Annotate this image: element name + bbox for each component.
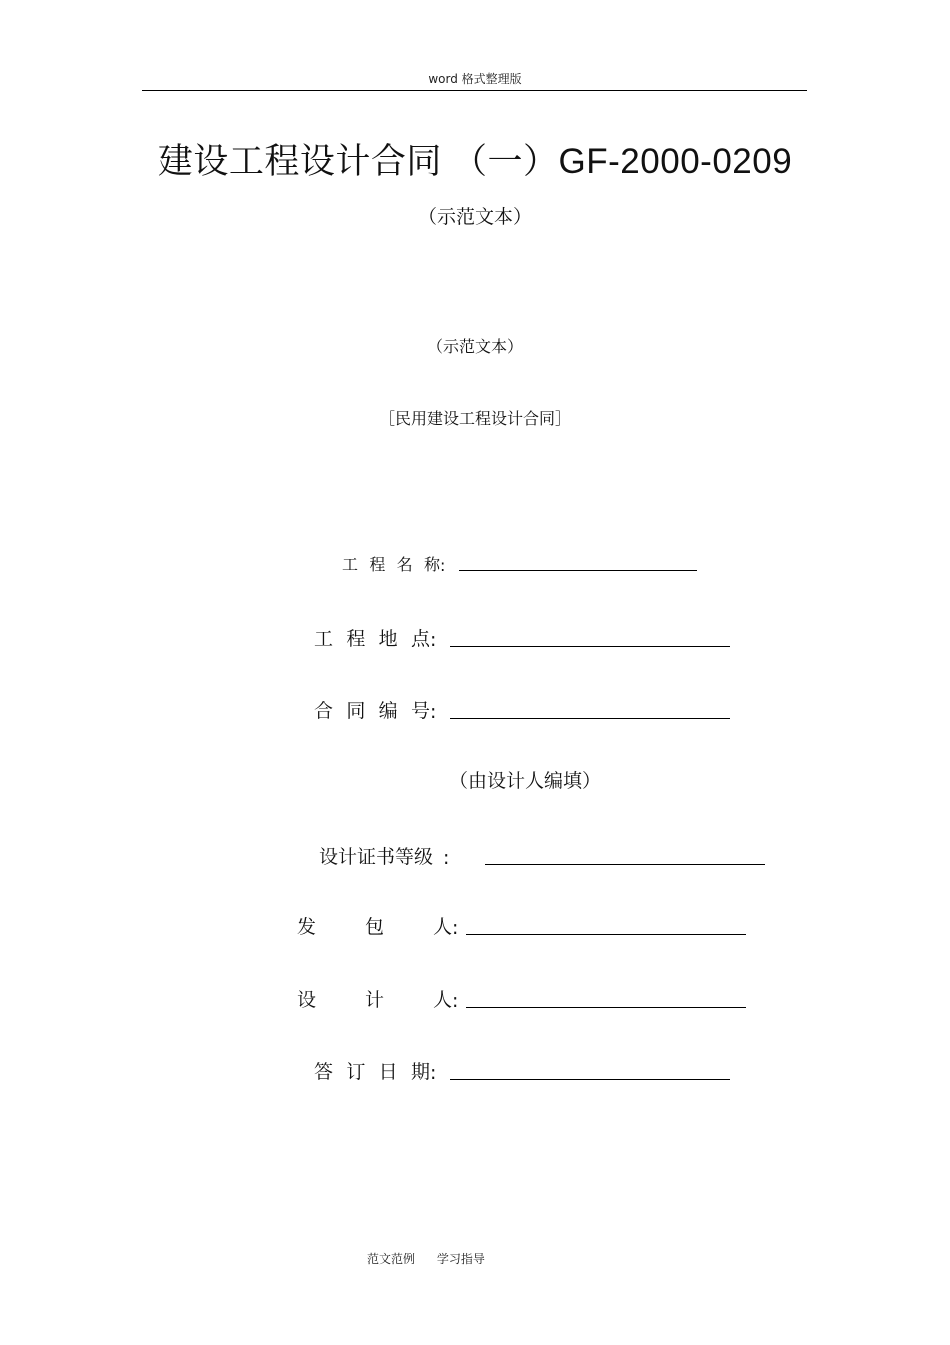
contract-number-colon: : xyxy=(430,701,437,723)
owner-colon: : xyxy=(452,917,459,939)
sign-date-field xyxy=(314,1057,730,1084)
header-divider xyxy=(142,90,807,91)
project-location-field xyxy=(314,624,730,651)
subtitle-sample-text-2: （示范文本） xyxy=(426,337,523,356)
cert-level-field xyxy=(319,842,765,869)
project-name-blank xyxy=(459,569,697,571)
contract-number-field xyxy=(314,696,730,723)
project-location-label: 工 程 地 点 xyxy=(314,628,430,650)
footer-right: 学习指导 xyxy=(436,1252,485,1266)
designer-blank xyxy=(466,1006,746,1008)
sign-date-blank xyxy=(450,1078,730,1080)
owner-field xyxy=(297,912,746,939)
owner-blank xyxy=(466,933,746,935)
project-name-colon: : xyxy=(440,556,446,575)
contract-kind: ［民用建设工程设计合同］ xyxy=(378,409,571,428)
designer-label: 设 计 人 xyxy=(297,989,452,1011)
cert-level-colon: : xyxy=(443,847,450,869)
designer-field xyxy=(297,985,746,1012)
contract-number-label: 合 同 编 号 xyxy=(314,700,430,722)
project-location-colon: : xyxy=(430,629,437,651)
cert-level-label: 设计证书等级 xyxy=(319,846,434,868)
designer-fill-note: （由设计人编填） xyxy=(448,770,601,792)
contract-number-blank xyxy=(450,717,730,719)
designer-colon: : xyxy=(452,990,459,1012)
subtitle-sample-text: （示范文本） xyxy=(417,206,532,228)
document-title: 建设工程设计合同 （一）GF-2000-0209 xyxy=(157,142,793,181)
project-name-field xyxy=(342,552,697,575)
footer-left: 范文范例 xyxy=(367,1252,416,1266)
sign-date-colon: : xyxy=(430,1062,437,1084)
page-header: word 格式整理版 xyxy=(428,72,522,86)
project-name-label: 工 程 名 称 xyxy=(342,555,440,574)
page-footer xyxy=(367,1250,485,1267)
project-location-blank xyxy=(450,645,730,647)
sign-date-label: 答 订 日 期 xyxy=(314,1061,430,1083)
owner-label: 发 包 人 xyxy=(297,916,452,938)
cert-level-blank xyxy=(485,863,765,865)
